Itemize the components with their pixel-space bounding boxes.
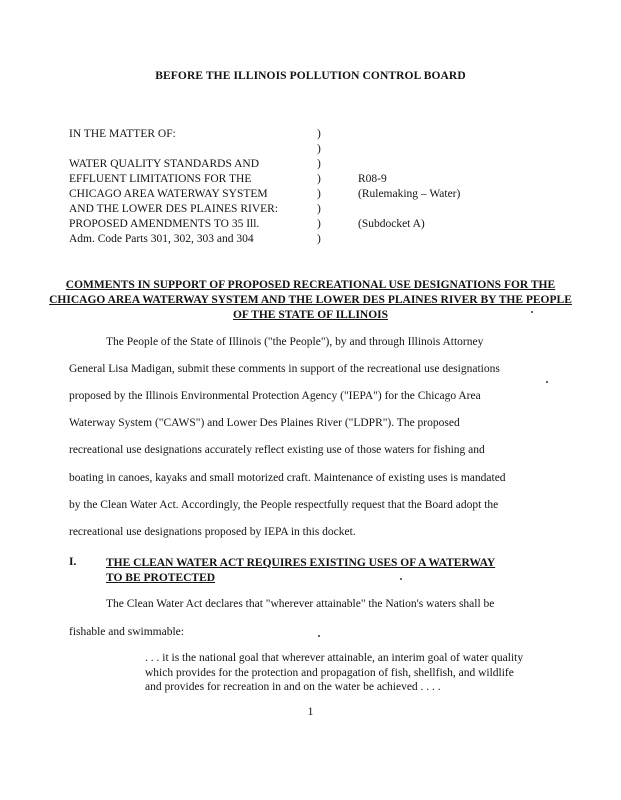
section-title-line: THE CLEAN WATER ACT REQUIRES EXISTING USES OF A WATERWAY — [106, 557, 496, 569]
docket-number: R08-9 — [358, 173, 387, 185]
caption-paren: ) — [317, 218, 321, 230]
caption-line: WATER QUALITY STANDARDS AND — [69, 158, 259, 170]
caption-paren: ) — [317, 143, 321, 155]
document-title: COMMENTS IN SUPPORT OF PROPOSED RECREATIONAL USE DESIGNATIONS FOR THE CHICAGO AREA WATERWAY SYSTEM AND THE LOWER DES PLAINES RIVER BY THE PEOPLE OF THE STATE OF ILLINOIS — [49, 279, 572, 322]
page-number: 1 — [307, 706, 314, 718]
caption-paren: ) — [317, 233, 321, 245]
caption-paren: ) — [317, 173, 321, 185]
scan-speck — [546, 381, 548, 383]
paragraph-line: recreational use designations proposed by IEPA in this docket. — [69, 526, 356, 538]
paragraph-line: proposed by the Illinois Environmental Protection Agency ("IEPA") for the Chicago Area — [69, 390, 481, 402]
paragraph-line: Waterway System ("CAWS") and Lower Des Plaines River ("LDPR"). The proposed — [69, 417, 460, 429]
caption-paren: ) — [317, 188, 321, 200]
paragraph-line: fishable and swimmable: — [69, 626, 184, 638]
caption-line: IN THE MATTER OF: — [69, 128, 176, 140]
caption-line: AND THE LOWER DES PLAINES RIVER: — [69, 203, 279, 215]
paragraph-line: General Lisa Madigan, submit these comments in support of the recreational use designations — [69, 363, 500, 375]
block-quote-line: and provides for recreation in and on the water be achieved . . . . — [145, 681, 441, 693]
block-quote-line: which provides for the protection and propagation of fish, shellfish, and wildlife — [145, 667, 514, 679]
caption-paren: ) — [317, 158, 321, 170]
section-number: I. — [69, 556, 77, 568]
caption-paren: ) — [317, 203, 321, 215]
block-quote-line: . . . it is the national goal that wherever attainable, an interim goal of water quality — [145, 652, 524, 664]
paragraph-line: recreational use designations accurately reflect existing use of those waters for fishing and — [69, 444, 485, 456]
scan-speck — [400, 578, 402, 580]
section-title — [106, 556, 495, 586]
caption-paren: ) — [317, 128, 321, 140]
scan-speck — [531, 311, 533, 313]
scan-speck — [318, 635, 320, 637]
paragraph-line: boating in canoes, kayaks and small motorized craft. Maintenance of existing uses is mandated — [69, 472, 506, 484]
paragraph-line: The Clean Water Act declares that "wherever attainable" the Nation's waters shall be — [106, 598, 495, 610]
caption-line: CHICAGO AREA WATERWAY SYSTEM — [69, 188, 268, 200]
caption-line: EFFLUENT LIMITATIONS FOR THE — [69, 173, 252, 185]
docket-type: (Rulemaking – Water) — [358, 188, 461, 200]
caption-line: PROPOSED AMENDMENTS TO 35 Ill. — [69, 218, 260, 230]
caption-line: Adm. Code Parts 301, 302, 303 and 304 — [69, 233, 254, 245]
paragraph-line: by the Clean Water Act. Accordingly, the People respectfully request that the Board adopt the — [69, 499, 499, 511]
paragraph-line: The People of the State of Illinois ("the People"), by and through Illinois Attorney — [106, 336, 484, 348]
board-heading: BEFORE THE ILLINOIS POLLUTION CONTROL BOARD — [155, 70, 466, 82]
section-title-line: TO BE PROTECTED — [106, 572, 216, 585]
subdocket: (Subdocket A) — [358, 218, 425, 230]
